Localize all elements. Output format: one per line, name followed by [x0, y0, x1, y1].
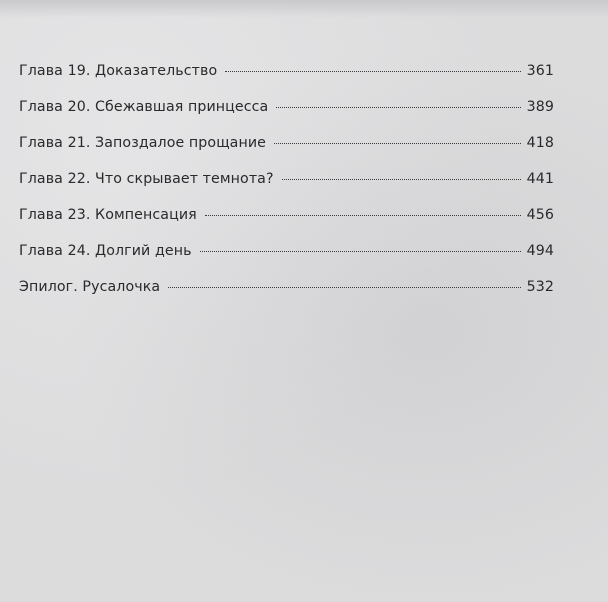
toc-entry-chapter-20	[19, 99, 554, 135]
toc-entry-title: Эпилог. Русалочка	[19, 279, 161, 295]
toc-entry-page: 361	[526, 63, 554, 79]
toc-dot-leader	[168, 287, 520, 288]
toc-entry-chapter-22	[19, 171, 554, 207]
page-edge-shadow	[0, 0, 608, 18]
toc-entry-chapter-23	[19, 207, 554, 243]
toc-entry-title: Глава 19. Доказательство	[19, 63, 218, 79]
toc-entry-title: Глава 20. Сбежавшая принцесса	[19, 99, 269, 115]
toc-entry-epilogue	[19, 279, 554, 315]
toc-entry-page: 532	[526, 279, 554, 295]
table-of-contents	[19, 63, 554, 315]
toc-entry-page: 441	[526, 171, 554, 187]
toc-entry-title: Глава 24. Долгий день	[19, 243, 192, 259]
toc-dot-leader	[274, 143, 521, 144]
toc-entry-page: 418	[526, 135, 554, 151]
toc-entry-chapter-19	[19, 63, 554, 99]
toc-entry-title: Глава 21. Запоздалое прощание	[19, 135, 266, 151]
toc-dot-leader	[282, 179, 521, 180]
toc-entry-page: 494	[526, 243, 554, 259]
toc-entry-title: Глава 23. Компенсация	[19, 207, 197, 223]
toc-entry-page: 389	[526, 99, 554, 115]
toc-entry-chapter-21	[19, 135, 554, 171]
toc-dot-leader	[200, 251, 521, 252]
toc-dot-leader	[225, 71, 520, 72]
toc-entry-title: Глава 22. Что скрывает темнота?	[19, 171, 274, 187]
toc-entry-page: 456	[526, 207, 554, 223]
toc-entry-chapter-24	[19, 243, 554, 279]
toc-dot-leader	[276, 107, 520, 108]
toc-dot-leader	[205, 215, 521, 216]
